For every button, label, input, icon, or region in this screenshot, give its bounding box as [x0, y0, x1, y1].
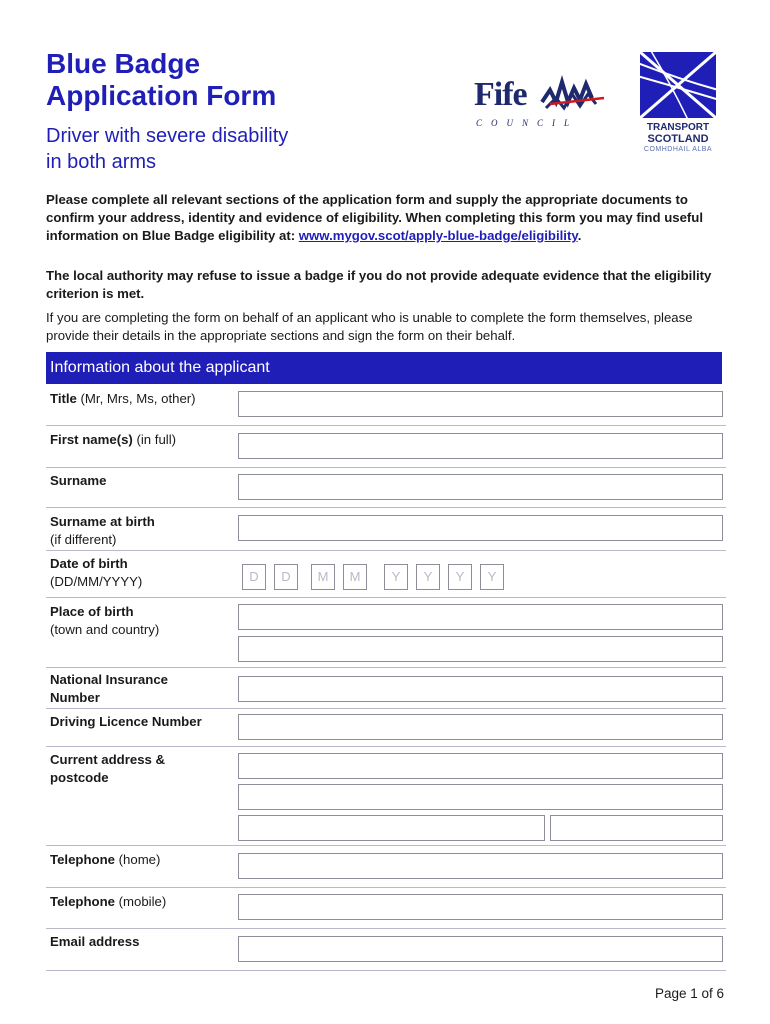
- address-label: Current address & postcode: [50, 752, 166, 785]
- row-divider: [46, 845, 726, 846]
- ni-input[interactable]: [238, 676, 723, 702]
- dob-year-1[interactable]: Y: [384, 564, 408, 590]
- intro-text-1-end: .: [577, 228, 582, 243]
- email-label: Email address: [50, 934, 140, 949]
- section-heading: Information about the applicant: [46, 352, 722, 384]
- row-divider: [46, 746, 726, 747]
- tel-mobile-input[interactable]: [238, 894, 723, 920]
- surname-birth-label: Surname at birth (if different): [50, 514, 155, 547]
- address-input-3[interactable]: [238, 815, 545, 841]
- row-divider: [46, 425, 726, 426]
- surname-label: Surname: [50, 473, 107, 488]
- place-birth-input-1[interactable]: [238, 604, 723, 630]
- row-divider: [46, 467, 726, 468]
- row-divider: [46, 970, 726, 971]
- dob-month-2[interactable]: M: [343, 564, 367, 590]
- row-divider: [46, 550, 726, 551]
- row-divider: [46, 708, 726, 709]
- fife-logo-council: COUNCIL: [476, 118, 579, 128]
- transport-scotland-logo: [638, 52, 718, 156]
- subtitle-line-2: in both arms: [46, 151, 157, 173]
- tel-home-input[interactable]: [238, 853, 723, 879]
- ts-logo-transport: TRANSPORT: [646, 122, 710, 133]
- email-input[interactable]: [238, 936, 723, 962]
- place-birth-label: Place of birth (town and country): [50, 604, 160, 637]
- fife-wave-icon: [540, 72, 608, 124]
- postcode-input[interactable]: [550, 815, 723, 841]
- page-number: Page 1 of 6: [654, 986, 724, 1001]
- row-divider: [46, 597, 726, 598]
- ts-logo-gaelic: COMHDHAIL ALBA: [643, 146, 713, 153]
- ni-label: National Insurance Number: [50, 672, 168, 705]
- row-divider: [46, 887, 726, 888]
- dob-day-1[interactable]: D: [242, 564, 266, 590]
- row-divider: [46, 507, 726, 508]
- first-name-input[interactable]: [238, 433, 723, 459]
- row-divider: [46, 928, 726, 929]
- place-birth-input-2[interactable]: [238, 636, 723, 662]
- tel-home-label: Telephone (home): [50, 852, 161, 867]
- title-line-2: Application Form: [46, 80, 277, 111]
- title-input[interactable]: [238, 391, 723, 417]
- fife-logo-word: Fife: [474, 76, 527, 113]
- dob-month-1[interactable]: M: [311, 564, 335, 590]
- intro-paragraph-1: [46, 191, 726, 245]
- licence-input[interactable]: [238, 714, 723, 740]
- first-name-label: First name(s) (in full): [50, 432, 177, 447]
- address-input-2[interactable]: [238, 784, 723, 810]
- row-divider: [46, 667, 726, 668]
- dob-year-3[interactable]: Y: [448, 564, 472, 590]
- surname-input[interactable]: [238, 474, 723, 500]
- page-title: [46, 48, 276, 112]
- dob-day-2[interactable]: D: [274, 564, 298, 590]
- tel-mobile-label: Telephone (mobile): [50, 894, 167, 909]
- title-label: Title (Mr, Mrs, Ms, other): [50, 391, 196, 406]
- surname-birth-input[interactable]: [238, 515, 723, 541]
- dob-year-4[interactable]: Y: [480, 564, 504, 590]
- ts-logo-scotland: SCOTLAND: [647, 133, 709, 145]
- intro-paragraph-2: The local authority may refuse to issue a badge if you do not provide adequate evidence that the eligibility criterion is met.: [46, 268, 712, 301]
- fife-council-logo: [470, 70, 610, 132]
- intro-paragraph-3: If you are completing the form on behalf of an applicant who is unable to complete the form themselves, please provide their details in the appropriate sections and sign the form on their behalf.: [46, 310, 693, 343]
- saltire-road-icon: [640, 52, 716, 118]
- subtitle-line-1: Driver with severe disability: [46, 125, 289, 147]
- title-line-1: Blue Badge: [46, 48, 201, 79]
- licence-label: Driving Licence Number: [50, 714, 202, 729]
- dob-year-2[interactable]: Y: [416, 564, 440, 590]
- intro-text-1: Please complete all relevant sections of the application form and supply the appropriate documents to confirm your address, identity and evidence of eligibility. When completing this form you may find useful information on Blue Badge eligibility at:: [46, 192, 704, 243]
- address-input-1[interactable]: [238, 753, 723, 779]
- dob-label: Date of birth (DD/MM/YYYY): [50, 556, 143, 589]
- eligibility-link[interactable]: www.mygov.scot/apply-blue-badge/eligibility: [298, 228, 578, 243]
- page-subtitle: [46, 123, 288, 175]
